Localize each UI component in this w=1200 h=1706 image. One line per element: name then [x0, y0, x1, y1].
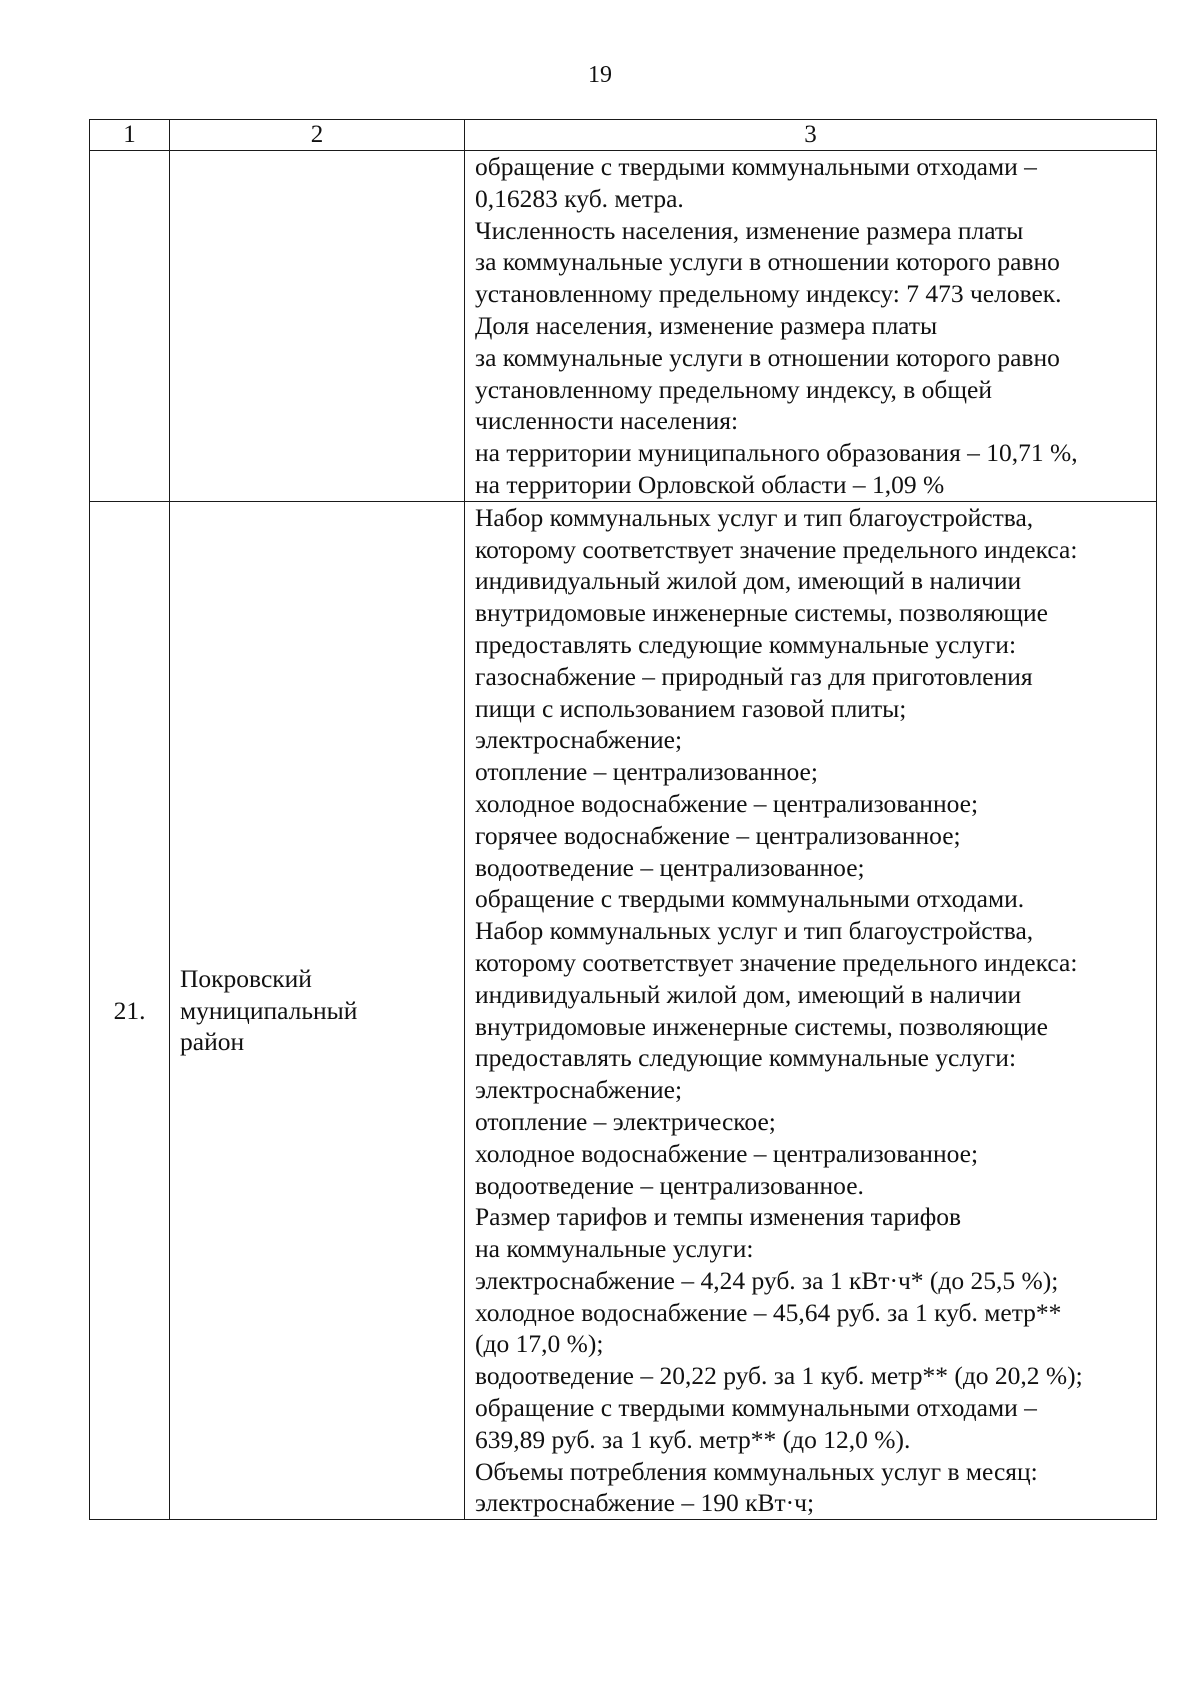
- text-line: которому соответствует значение предельного индекса:: [475, 534, 1078, 564]
- text-line: горячее водоснабжение – централизованное;: [475, 820, 961, 850]
- text-line: электроснабжение;: [475, 725, 683, 755]
- text-line: Набор коммунальных услуг и тип благоустройства,: [475, 916, 1034, 946]
- text-line: Набор коммунальных услуг и тип благоустройства,: [475, 502, 1034, 532]
- text-line: отопление – электрическое;: [475, 1106, 776, 1136]
- tariff-table: [89, 119, 1157, 1520]
- text-line: которому соответствует значение предельного индекса:: [475, 947, 1078, 977]
- text-line: на территории Орловской области – 1,09 %: [475, 469, 945, 499]
- text-line: индивидуальный жилой дом, имеющий в наличии: [475, 566, 1022, 596]
- row-number-cell: 21.: [90, 501, 170, 1520]
- text-line: за коммунальные услуги в отношении которого равно: [475, 247, 1060, 277]
- text-line: холодное водоснабжение – централизованное;: [475, 788, 979, 818]
- text-line: Размер тарифов и темпы изменения тарифов: [475, 1202, 962, 1232]
- text-line: Численность населения, изменение размера платы: [475, 215, 1024, 245]
- text-line: холодное водоснабжение – централизованное;: [475, 1138, 979, 1168]
- text-line: установленному предельному индексу: 7 473 человек.: [475, 279, 1062, 309]
- text-line: Доля населения, изменение размера платы: [475, 310, 938, 340]
- text-line: внутридомовые инженерные системы, позволяющие: [475, 598, 1048, 628]
- text-line: обращение с твердыми коммунальными отходами –: [475, 152, 1037, 181]
- municipality-name-cell: [170, 151, 465, 502]
- text-line: установленному предельному индексу, в общей: [475, 374, 993, 404]
- municipality-name-line: район: [180, 1027, 245, 1057]
- text-line: внутридомовые инженерные системы, позволяющие: [475, 1011, 1048, 1041]
- text-line: обращение с твердыми коммунальными отходами.: [475, 884, 1025, 914]
- text-line: водоотведение – централизованное.: [475, 1170, 864, 1200]
- table-header-row: [90, 120, 1157, 151]
- text-line: холодное водоснабжение – 45,64 руб. за 1 куб. метр**: [475, 1297, 1062, 1327]
- description-cell: [465, 501, 1157, 1520]
- municipality-name-line: Покровский: [180, 963, 312, 993]
- table-row: [90, 151, 1157, 502]
- municipality-name-line: муниципальный: [180, 995, 358, 1025]
- text-line: индивидуальный жилой дом, имеющий в наличии: [475, 979, 1022, 1009]
- municipality-name-cell: [170, 501, 465, 1520]
- column-header-1: 1: [90, 120, 170, 151]
- column-header-2: 2: [170, 120, 465, 151]
- text-line: обращение с твердыми коммунальными отходами –: [475, 1393, 1037, 1423]
- text-line: предоставлять следующие коммунальные услуги:: [475, 629, 1017, 659]
- text-line: (до 17,0 %);: [475, 1329, 604, 1359]
- description-cell: [465, 151, 1157, 502]
- text-line: водоотведение – 20,22 руб. за 1 куб. метр** (до 20,2 %);: [475, 1361, 1083, 1391]
- text-line: за коммунальные услуги в отношении которого равно: [475, 342, 1060, 372]
- text-line: 0,16283 куб. метра.: [475, 183, 684, 213]
- table-row: [90, 501, 1157, 1520]
- text-line: электроснабжение – 4,24 руб. за 1 кВт·ч* (до 25,5 %);: [475, 1265, 1059, 1295]
- row-number-cell: [90, 151, 170, 502]
- text-line: водоотведение – централизованное;: [475, 852, 865, 882]
- text-line: численности населения:: [475, 406, 739, 436]
- text-line: на коммунальные услуги:: [475, 1234, 754, 1264]
- text-line: на территории муниципального образования – 10,71 %,: [475, 438, 1078, 468]
- text-line: предоставлять следующие коммунальные услуги:: [475, 1043, 1017, 1073]
- text-line: отопление – централизованное;: [475, 757, 818, 787]
- text-line: Объемы потребления коммунальных услуг в месяц:: [475, 1456, 1038, 1486]
- column-header-3: 3: [465, 120, 1157, 151]
- text-line: пищи с использованием газовой плиты;: [475, 693, 907, 723]
- text-line: 639,89 руб. за 1 куб. метр** (до 12,0 %).: [475, 1424, 911, 1454]
- text-line: электроснабжение;: [475, 1075, 683, 1105]
- text-line: электроснабжение – 190 кВт·ч;: [475, 1488, 815, 1518]
- page-number: 19: [588, 62, 612, 88]
- text-line: газоснабжение – природный газ для приготовления: [475, 661, 1033, 691]
